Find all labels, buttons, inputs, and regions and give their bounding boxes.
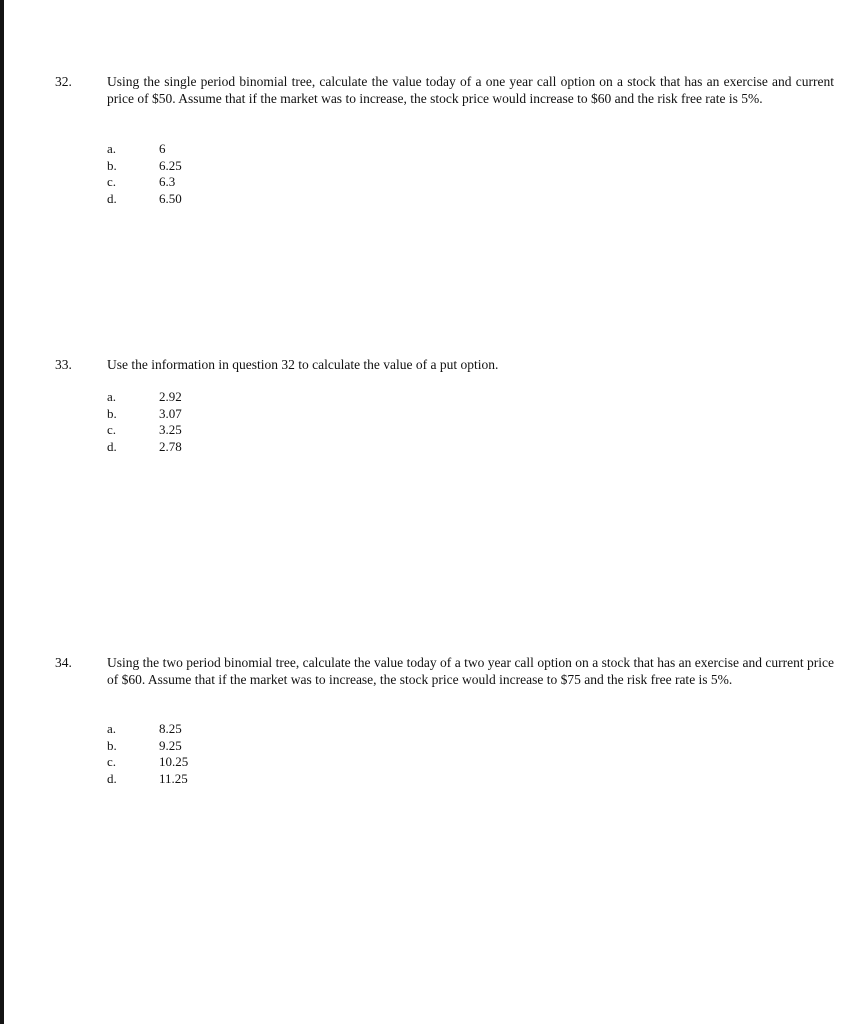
choice-value: 6.3	[159, 174, 176, 189]
choice-value: 6.25	[159, 157, 182, 173]
question-text: Use the information in question 32 to calculate the value of a put option.	[107, 357, 499, 372]
choice-d[interactable]	[107, 439, 407, 456]
choice-a[interactable]	[107, 389, 407, 406]
choice-value: 11.25	[159, 770, 188, 786]
choice-letter: c.	[107, 174, 117, 189]
choice-value: 8.25	[159, 721, 182, 736]
choice-value: 3.25	[159, 422, 182, 437]
question-number: 34.	[55, 655, 72, 670]
left-edge-bar	[0, 0, 4, 1024]
choice-value: 6	[159, 141, 166, 156]
choice-b[interactable]	[107, 738, 407, 755]
choice-c[interactable]	[107, 174, 407, 191]
choice-value: 10.25	[159, 754, 189, 769]
choice-letter: c.	[107, 754, 117, 769]
question-number: 33.	[55, 357, 72, 372]
answer-choices	[107, 721, 407, 787]
choice-letter: d.	[107, 438, 117, 454]
choice-b[interactable]	[107, 158, 407, 175]
choice-letter: b.	[107, 405, 117, 421]
answer-choices	[107, 389, 407, 455]
choice-letter: b.	[107, 157, 117, 173]
choice-a[interactable]	[107, 141, 407, 158]
choice-value: 6.50	[159, 190, 182, 206]
choice-letter: b.	[107, 737, 117, 753]
choice-c[interactable]	[107, 422, 407, 439]
choice-c[interactable]	[107, 754, 407, 771]
choice-value: 3.07	[159, 405, 182, 421]
choice-value: 9.25	[159, 737, 182, 753]
choice-letter: d.	[107, 770, 117, 786]
choice-value: 2.78	[159, 438, 182, 454]
choice-letter: c.	[107, 422, 117, 437]
choice-d[interactable]	[107, 771, 407, 788]
choice-value: 2.92	[159, 389, 182, 404]
choice-d[interactable]	[107, 191, 407, 208]
answer-choices	[107, 141, 407, 207]
choice-letter: d.	[107, 190, 117, 206]
question-text: Using the single period binomial tree, calculate the value today of a one year call option on a stock that has an exercise and current price of $50. Assume that if the market was to increase, the stock price would increase to $60 and the risk free rate is 5%.	[107, 74, 834, 106]
question-number: 32.	[55, 74, 72, 89]
choice-letter: a.	[107, 389, 117, 404]
choice-b[interactable]	[107, 406, 407, 423]
choice-letter: a.	[107, 141, 117, 156]
choice-a[interactable]	[107, 721, 407, 738]
question-text: Using the two period binomial tree, calculate the value today of a two year call option on a stock that has an exercise and current price of $60. Assume that if the market was to increase, the stock price would increase to $75 and the risk free rate is 5%.	[107, 655, 834, 687]
choice-letter: a.	[107, 721, 117, 736]
